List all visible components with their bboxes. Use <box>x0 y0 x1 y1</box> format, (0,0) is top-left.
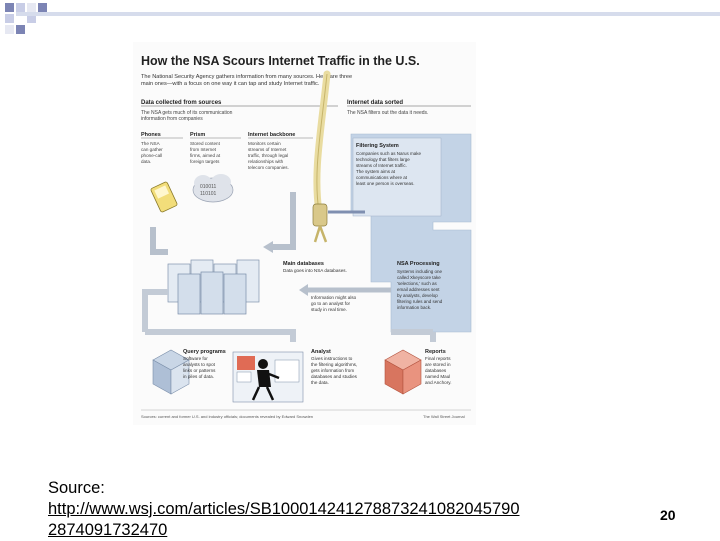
nsa-infographic <box>133 42 476 425</box>
svg-text:Main databases: Main databases <box>283 261 324 267</box>
svg-text:can gather: can gather <box>141 147 163 152</box>
svg-text:study in real time.: study in real time. <box>311 307 347 312</box>
main-database-servers <box>168 260 259 314</box>
flow-arrow-backbone <box>273 192 293 247</box>
svg-text:by analysts, develop: by analysts, develop <box>397 293 438 298</box>
svg-text:Final reports: Final reports <box>425 356 451 361</box>
source-link[interactable] <box>48 500 520 539</box>
source-link-line-1: http://www.wsj.com/articles/SB100014241278873241082045790 <box>48 500 520 518</box>
svg-text:Stored content: Stored content <box>190 141 220 146</box>
svg-text:Query programs: Query programs <box>183 349 226 355</box>
svg-text:communications where at: communications where at <box>356 175 408 180</box>
svg-text:NSA Processing: NSA Processing <box>397 261 440 267</box>
svg-text:traffic, through legal: traffic, through legal <box>248 153 289 158</box>
svg-text:databases and studies: databases and studies <box>311 374 357 379</box>
svg-text:Gives instructions to: Gives instructions to <box>311 356 353 361</box>
svg-text:email addresses sent: email addresses sent <box>397 287 440 292</box>
flow-arrow-left <box>153 227 168 252</box>
intro-line-1: The National Security Agency gathers information from many sources. Here are three <box>141 74 353 80</box>
svg-text:links or patterns: links or patterns <box>183 368 216 373</box>
sorted-desc: The NSA filters out the data it needs. <box>347 110 429 116</box>
cloud-icon <box>193 174 233 202</box>
collected-heading: Data collected from sources <box>141 100 222 106</box>
backbone-block <box>248 132 313 170</box>
svg-text:Analyst: Analyst <box>311 349 331 355</box>
header-rule <box>16 12 720 16</box>
phones-heading: Phones <box>141 132 161 138</box>
svg-text:filtering rules and send: filtering rules and send <box>397 299 443 304</box>
svg-text:Data goes into NSA databases.: Data goes into NSA databases. <box>283 268 347 273</box>
svg-text:foreign targets: foreign targets <box>190 159 220 164</box>
svg-text:Filtering System: Filtering System <box>356 143 399 149</box>
svg-text:The system aims at: The system aims at <box>356 169 396 174</box>
infographic-title: How the NSA Scours Internet Traffic in the U.S. <box>141 54 420 68</box>
svg-text:'selections,' such as: 'selections,' such as <box>397 281 437 286</box>
svg-text:and Anchory.: and Anchory. <box>425 380 452 385</box>
sorted-heading: Internet data sorted <box>347 100 404 106</box>
reports-block <box>425 349 451 385</box>
phones-block <box>141 132 183 164</box>
prism-block <box>190 132 241 164</box>
databases-block <box>283 261 347 273</box>
source-note: Sources: current and former U.S. and industry officials; documents revealed by Edward Snowden <box>141 414 314 419</box>
svg-text:go to an analyst for: go to an analyst for <box>311 301 351 306</box>
reports-stack-icon <box>385 350 421 394</box>
svg-text:Reports: Reports <box>425 349 446 355</box>
svg-text:are stored in: are stored in <box>425 362 451 367</box>
svg-text:information back.: information back. <box>397 305 432 310</box>
svg-text:databases: databases <box>425 368 447 373</box>
analyst-block <box>311 349 358 385</box>
phone-icon <box>150 181 177 212</box>
realtime-block <box>311 295 357 312</box>
source-caption <box>48 478 608 541</box>
collected-desc-2: information from companies <box>141 116 203 122</box>
source-label: Source: <box>48 479 105 497</box>
page-number: 20 <box>660 507 676 523</box>
source-link-line-2: 2874091732470 <box>48 521 168 539</box>
svg-text:the data.: the data. <box>311 380 329 385</box>
svg-text:least one person is overseas.: least one person is overseas. <box>356 181 415 186</box>
svg-text:The NSA: The NSA <box>141 141 160 146</box>
analyst-workstation-icon <box>233 352 303 402</box>
svg-text:Companies such as Narus make: Companies such as Narus make <box>356 151 422 156</box>
binary-line-2: 110101 <box>200 191 217 197</box>
svg-text:technology that filters large: technology that filters large <box>356 157 410 162</box>
svg-text:telecom companies.: telecom companies. <box>248 165 289 170</box>
intro-line-2: main ones—with a focus on one way it can tap and study Internet traffic. <box>141 81 320 87</box>
svg-text:phone-call: phone-call <box>141 153 163 158</box>
prism-heading: Prism <box>190 132 206 138</box>
svg-text:Systems including one: Systems including one <box>397 269 443 274</box>
credit: The Wall Street Journal <box>423 414 465 419</box>
splitter-icon <box>313 204 327 226</box>
svg-text:relationships with: relationships with <box>248 159 284 164</box>
collected-desc-1: The NSA gets much of its communication <box>141 110 233 116</box>
fiber-cable <box>317 74 327 212</box>
svg-text:from Internet: from Internet <box>190 147 217 152</box>
svg-text:the filtering algorithms,: the filtering algorithms, <box>311 362 358 367</box>
svg-text:firms, aimed at: firms, aimed at <box>190 153 221 158</box>
svg-text:streams of Internet traffic.: streams of Internet traffic. <box>356 163 407 168</box>
query-block <box>183 349 226 379</box>
svg-text:Information might also: Information might also <box>311 295 357 300</box>
svg-text:named Maul: named Maul <box>425 374 451 379</box>
svg-text:data.: data. <box>141 159 152 164</box>
svg-text:in piles of data.: in piles of data. <box>183 374 214 379</box>
svg-text:gets information from: gets information from <box>311 368 355 373</box>
svg-text:called Xkeyscore take: called Xkeyscore take <box>397 275 441 280</box>
binary-line-1: 010011 <box>200 184 217 190</box>
svg-text:Software for: Software for <box>183 356 208 361</box>
backbone-heading: Internet backbone <box>248 132 296 138</box>
svg-text:Monitors certain: Monitors certain <box>248 141 281 146</box>
processing-block <box>397 261 443 310</box>
svg-text:analysts to spot: analysts to spot <box>183 362 215 367</box>
svg-text:streams of Internet: streams of Internet <box>248 147 287 152</box>
